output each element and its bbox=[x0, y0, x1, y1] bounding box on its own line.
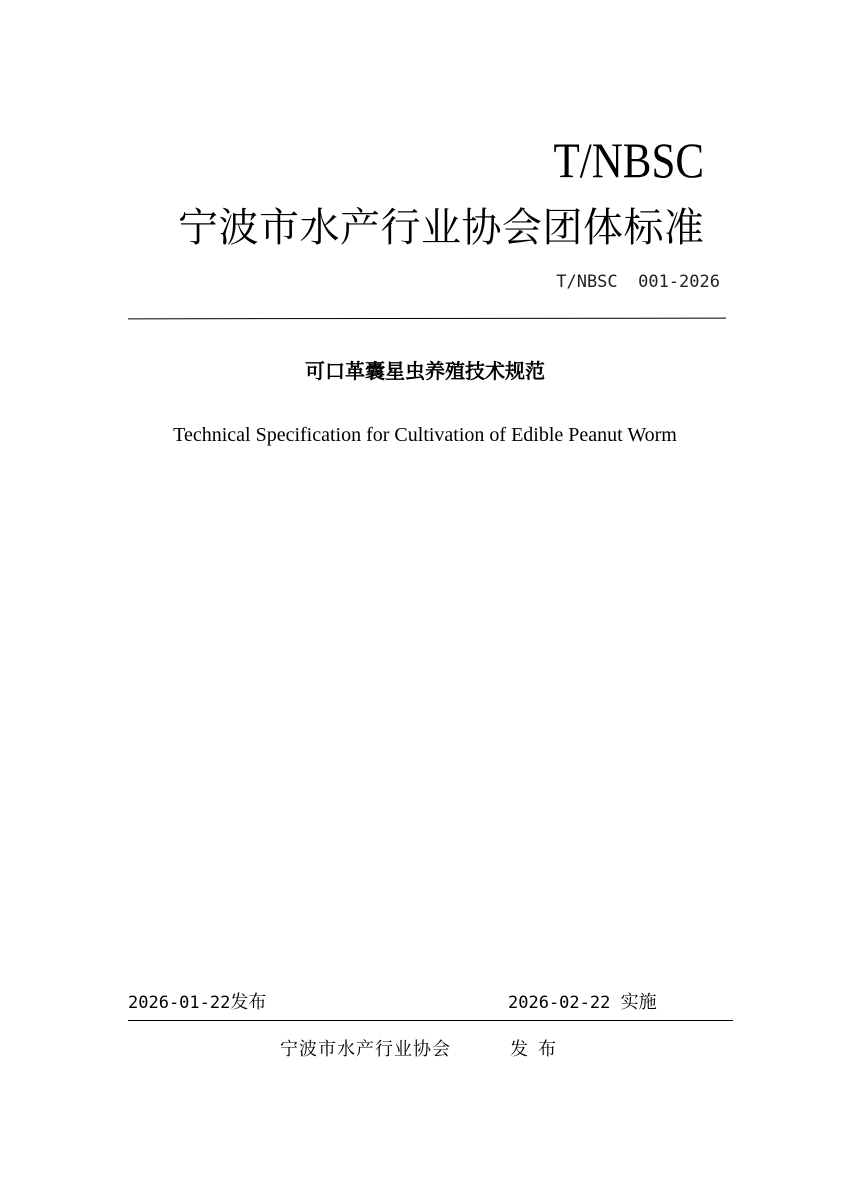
issue-label: 发布 bbox=[510, 1039, 566, 1060]
standard-title-english: Technical Specification for Cultivation of Edible Peanut Worm bbox=[173, 424, 677, 446]
standard-number: T/NBSC 001-2026 bbox=[556, 272, 720, 292]
footer-divider bbox=[128, 1020, 733, 1021]
organization-standard-title: 宁波市水产行业协会团体标准 bbox=[178, 205, 705, 251]
effective-label: 实施 bbox=[620, 992, 657, 1013]
publish-date: 2026-01-22 bbox=[128, 993, 231, 1013]
effective-date-line bbox=[508, 991, 657, 1015]
issuing-organization: 宁波市水产行业协会 bbox=[280, 1039, 451, 1060]
effective-date: 2026-02-22 bbox=[508, 993, 611, 1013]
publish-date-line bbox=[128, 991, 266, 1015]
header-divider bbox=[128, 318, 726, 320]
standard-title-chinese: 可口革囊星虫养殖技术规范 bbox=[305, 359, 545, 383]
standard-code-mark: T/NBSC bbox=[553, 132, 704, 188]
publish-label: 发布 bbox=[230, 992, 267, 1013]
